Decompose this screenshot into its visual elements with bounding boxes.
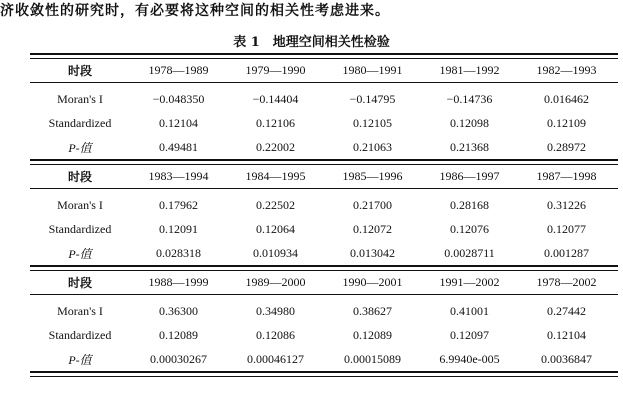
table-cell: 0.21063 <box>353 139 392 154</box>
table-cell: 0.00030267 <box>150 351 207 366</box>
period-cell: 1985—1996 <box>342 169 403 183</box>
period-header-row <box>30 165 618 188</box>
table-row <box>30 323 618 347</box>
table-row <box>30 135 618 159</box>
table-row <box>30 217 618 241</box>
row-label-standardized: Standardized <box>48 327 112 342</box>
row-label-p-value: P-值 <box>68 352 92 367</box>
table-cell: 0.12072 <box>353 221 392 236</box>
table-cell: 0.22002 <box>256 139 295 154</box>
row-label-morans-i: Moran's I <box>57 303 103 318</box>
table-cell: 0.12097 <box>450 327 489 342</box>
table-cell: −0.14736 <box>446 91 493 106</box>
row-label-p-value: P-值 <box>68 140 92 155</box>
table-cell: 0.22502 <box>256 197 295 212</box>
period-cell: 1979—1990 <box>245 63 306 77</box>
row-label-standardized: Standardized <box>48 221 112 236</box>
table-cell: 0.27442 <box>547 303 586 318</box>
table-cell: 0.001287 <box>544 245 589 260</box>
period-header-label: 时段 <box>67 276 92 290</box>
period-cell: 1981—1992 <box>439 63 500 77</box>
period-cell: 1987—1998 <box>536 169 597 183</box>
table-cell: 0.41001 <box>450 303 489 318</box>
period-cell: 1990—2001 <box>342 275 403 289</box>
period-cell: 1980—1991 <box>342 63 403 77</box>
table-cell: 0.12104 <box>159 115 198 130</box>
table-cell: 0.00046127 <box>247 351 304 366</box>
table-cell: 0.21700 <box>353 197 392 212</box>
table-row <box>30 111 618 135</box>
header-rule <box>30 82 618 83</box>
table-cell: 0.12091 <box>159 221 198 236</box>
table-cell: 0.12077 <box>547 221 586 236</box>
table-cell: 0.21368 <box>450 139 489 154</box>
table-cell: 0.12064 <box>256 221 295 236</box>
table-cell: 0.12106 <box>256 115 295 130</box>
table-cell: 0.28972 <box>547 139 586 154</box>
table-row <box>30 87 618 111</box>
table-cell: 0.013042 <box>350 245 395 260</box>
table-row <box>30 193 618 217</box>
table-cell: 0.12089 <box>353 327 392 342</box>
table-cell: 0.12109 <box>547 115 586 130</box>
table-caption: 表 1 地理空间相关性检验 <box>233 35 390 50</box>
table-top-rule <box>30 53 618 59</box>
header-rule <box>30 294 618 295</box>
row-label-morans-i: Moran's I <box>57 91 103 106</box>
block-separator-rule <box>30 265 618 271</box>
table-cell: 0.010934 <box>253 245 298 260</box>
period-header-label: 时段 <box>67 170 92 184</box>
period-cell: 1984—1995 <box>245 169 306 183</box>
table-cell: 0.016462 <box>544 91 589 106</box>
table-cell: 0.38627 <box>353 303 392 318</box>
table-cell: 0.12104 <box>547 327 586 342</box>
row-label-morans-i: Moran's I <box>57 197 103 212</box>
table-cell: −0.14404 <box>252 91 299 106</box>
period-cell: 1982—1993 <box>536 63 597 77</box>
table-cell: 0.00015089 <box>344 351 401 366</box>
table-row <box>30 299 618 323</box>
table-cell: 0.12086 <box>256 327 295 342</box>
period-cell: 1983—1994 <box>148 169 209 183</box>
period-cell: 1986—1997 <box>439 169 500 183</box>
period-header-row <box>30 59 618 82</box>
period-header-row <box>30 271 618 294</box>
table-cell: 0.28168 <box>450 197 489 212</box>
table-cell: 6.9940e-005 <box>439 351 500 366</box>
row-label-standardized: Standardized <box>48 115 112 130</box>
intro-paragraph-line: 济收敛性的研究时，有必要将这种空间的相关性考虑进来。 <box>0 3 390 19</box>
table-cell: 0.49481 <box>159 139 198 154</box>
table-cell: 0.17962 <box>159 197 198 212</box>
period-cell: 1989—2000 <box>245 275 306 289</box>
table-cell: 0.34980 <box>256 303 295 318</box>
table-cell: 0.12076 <box>450 221 489 236</box>
table-cell: 0.31226 <box>547 197 586 212</box>
period-header-label: 时段 <box>67 64 92 78</box>
table-row <box>30 241 618 265</box>
table-cell: 0.028318 <box>156 245 201 260</box>
table-cell: 0.12098 <box>450 115 489 130</box>
table-cell: 0.0028711 <box>444 245 495 260</box>
table-cell: −0.14795 <box>349 91 396 106</box>
table-bottom-rule <box>30 371 618 377</box>
table-cell: 0.12089 <box>159 327 198 342</box>
table-row <box>30 347 618 371</box>
block-separator-rule <box>30 159 618 165</box>
table-cell: 0.36300 <box>159 303 198 318</box>
period-cell: 1988—1999 <box>148 275 209 289</box>
row-label-p-value: P-值 <box>68 246 92 261</box>
spatial-correlation-table <box>30 53 618 377</box>
header-rule <box>30 188 618 189</box>
table-cell: 0.0036847 <box>541 351 592 366</box>
period-cell: 1978—2002 <box>536 275 597 289</box>
table-cell: −0.048350 <box>152 91 205 106</box>
table-cell: 0.12105 <box>353 115 392 130</box>
period-cell: 1991—2002 <box>439 275 500 289</box>
period-cell: 1978—1989 <box>148 63 209 77</box>
